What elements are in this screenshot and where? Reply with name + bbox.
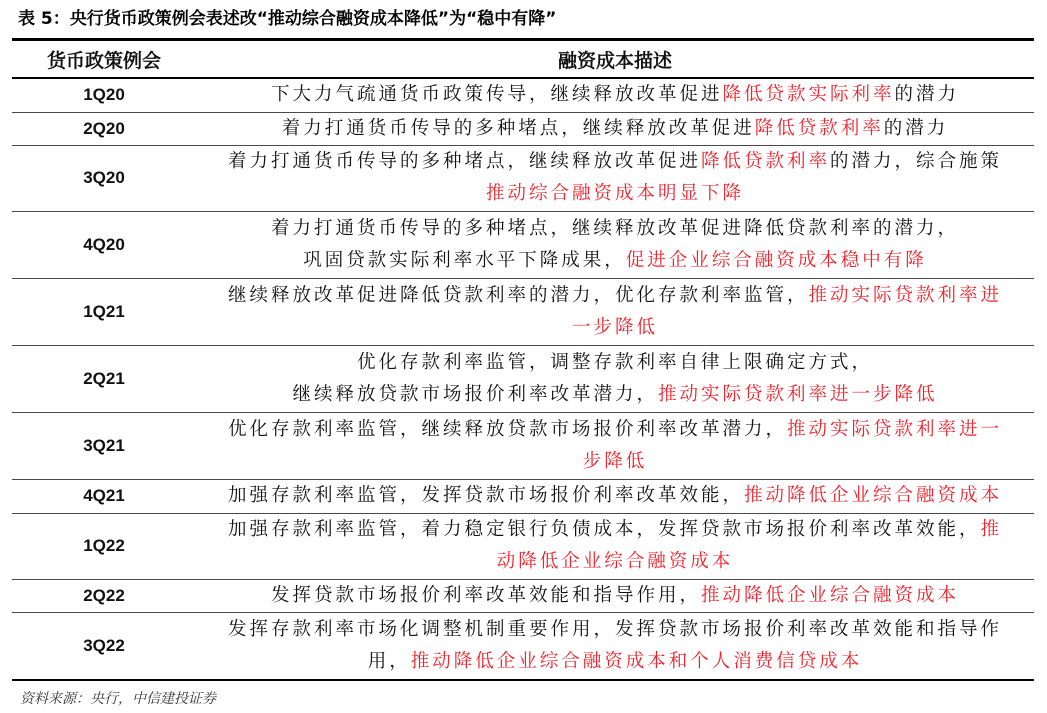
description-text: 着力打通货币传导的多种堵点，继续释放改革促进 [281, 117, 755, 139]
meeting-quarter: 2Q21 [12, 345, 196, 412]
table-header-row [12, 40, 1034, 79]
description-text: 加强存款利率监管，发挥贷款市场报价利率改革效能， [227, 485, 744, 506]
table-row [12, 112, 1034, 145]
financing-cost-description [196, 612, 1034, 680]
meeting-quarter: 1Q20 [12, 78, 196, 112]
description-line [198, 178, 1032, 210]
meeting-quarter: 3Q21 [12, 412, 196, 479]
description-line [198, 414, 1032, 446]
description-text: 继续释放贷款市场报价利率改革潜力， [292, 383, 658, 405]
financing-cost-description [196, 412, 1034, 479]
highlighted-phrase: 动降低企业综合融资成本 [496, 551, 734, 572]
table-row [12, 211, 1034, 278]
table-row [12, 412, 1034, 479]
financing-cost-description [196, 78, 1034, 112]
highlighted-phrase: 推动降低企业综合融资成本 [744, 485, 1003, 506]
description-line [198, 580, 1032, 612]
description-line [198, 379, 1032, 411]
table-row [12, 78, 1034, 112]
description-text: 发挥贷款市场报价利率改革效能和指导作用， [270, 584, 701, 606]
financing-cost-description [196, 579, 1034, 612]
source-note: 资料来源：央行，中信建投证券 [20, 691, 216, 707]
description-line [198, 514, 1032, 546]
description-line [198, 646, 1032, 678]
highlighted-phrase: 步降低 [582, 450, 648, 472]
meeting-quarter: 1Q21 [12, 278, 196, 345]
highlighted-phrase: 降低贷款利率 [754, 117, 884, 139]
description-text: 的潜力 [883, 117, 949, 139]
highlighted-phrase: 促进企业综合融资成本稳中有降 [625, 249, 927, 271]
table-row [12, 479, 1034, 513]
financing-cost-description [196, 513, 1034, 579]
description-text: 的潜力，综合施策 [830, 151, 1003, 172]
description-line [198, 245, 1032, 277]
description-text: 着力打通货币传导的多种堵点，继续释放改革促进降低贷款利率的潜力， [270, 217, 959, 239]
header-description: 融资成本描述 [196, 40, 1034, 79]
table-row [12, 345, 1034, 412]
description-line [198, 79, 1032, 111]
description-text: 下大力气疏通货币政策传导，继续释放改革促进 [270, 84, 723, 106]
financing-cost-description [196, 479, 1034, 513]
highlighted-phrase: 推动实际贷款利率进 [808, 284, 1003, 306]
financing-cost-description [196, 278, 1034, 345]
description-text: 着力打通货币传导的多种堵点，继续释放改革促进 [227, 151, 701, 172]
table-row [12, 612, 1034, 680]
financing-cost-description [196, 145, 1034, 211]
highlighted-phrase: 推动实际贷款利率进一 [787, 418, 1003, 440]
description-line [198, 347, 1032, 379]
description-text: 优化存款利率监管，调整存款利率自律上限确定方式， [356, 351, 873, 373]
financing-cost-description [196, 345, 1034, 412]
description-line [198, 146, 1032, 178]
description-text: 继续释放改革促进降低贷款利率的潜力，优化存款利率监管， [227, 284, 809, 306]
meeting-quarter: 3Q22 [12, 612, 196, 680]
description-line [198, 113, 1032, 145]
table-body [12, 78, 1034, 680]
meeting-quarter: 4Q21 [12, 479, 196, 513]
description-text: 的潜力 [894, 84, 960, 106]
policy-table [12, 38, 1034, 681]
highlighted-phrase: 降低贷款实际利率 [722, 84, 895, 106]
meeting-quarter: 2Q20 [12, 112, 196, 145]
highlighted-phrase: 推动降低企业综合融资成本 [701, 584, 960, 606]
highlighted-phrase: 推动降低企业综合融资成本和个人消费信贷成本 [410, 650, 863, 672]
description-line [198, 480, 1032, 512]
table-row [12, 145, 1034, 211]
highlighted-phrase: 推动实际贷款利率进一步降低 [658, 383, 938, 405]
meeting-quarter: 2Q22 [12, 579, 196, 612]
description-line [198, 280, 1032, 312]
description-text: 发挥存款利率市场化调整机制重要作用，发挥贷款市场报价利率改革效能和指导作 [227, 618, 1002, 640]
description-line [198, 546, 1032, 578]
description-line [198, 312, 1032, 344]
description-text: 巩固贷款实际利率水平下降成果， [303, 249, 626, 271]
table-row [12, 513, 1034, 579]
meeting-quarter: 4Q20 [12, 211, 196, 278]
header-meeting: 货币政策例会 [12, 40, 196, 79]
description-text: 优化存款利率监管，继续释放贷款市场报价利率改革潜力， [227, 418, 787, 440]
meeting-quarter: 1Q22 [12, 513, 196, 579]
table-title: 表 5：央行货币政策例会表述改“推动综合融资成本降低”为“稳中有降” [18, 9, 557, 29]
table-row [12, 579, 1034, 612]
highlighted-phrase: 推动综合融资成本明显下降 [485, 183, 744, 204]
description-line [198, 614, 1032, 646]
table-row [12, 278, 1034, 345]
highlighted-phrase: 一步降低 [571, 316, 658, 338]
financing-cost-description [196, 211, 1034, 278]
description-line [198, 213, 1032, 245]
description-text: 加强存款利率监管，着力稳定银行负债成本，发挥贷款市场报价利率改革效能， [227, 519, 981, 540]
meeting-quarter: 3Q20 [12, 145, 196, 211]
financing-cost-description [196, 112, 1034, 145]
highlighted-phrase: 降低贷款利率 [700, 151, 830, 172]
description-line [198, 446, 1032, 478]
highlighted-phrase: 推 [980, 519, 1003, 540]
description-text: 用， [367, 650, 411, 672]
